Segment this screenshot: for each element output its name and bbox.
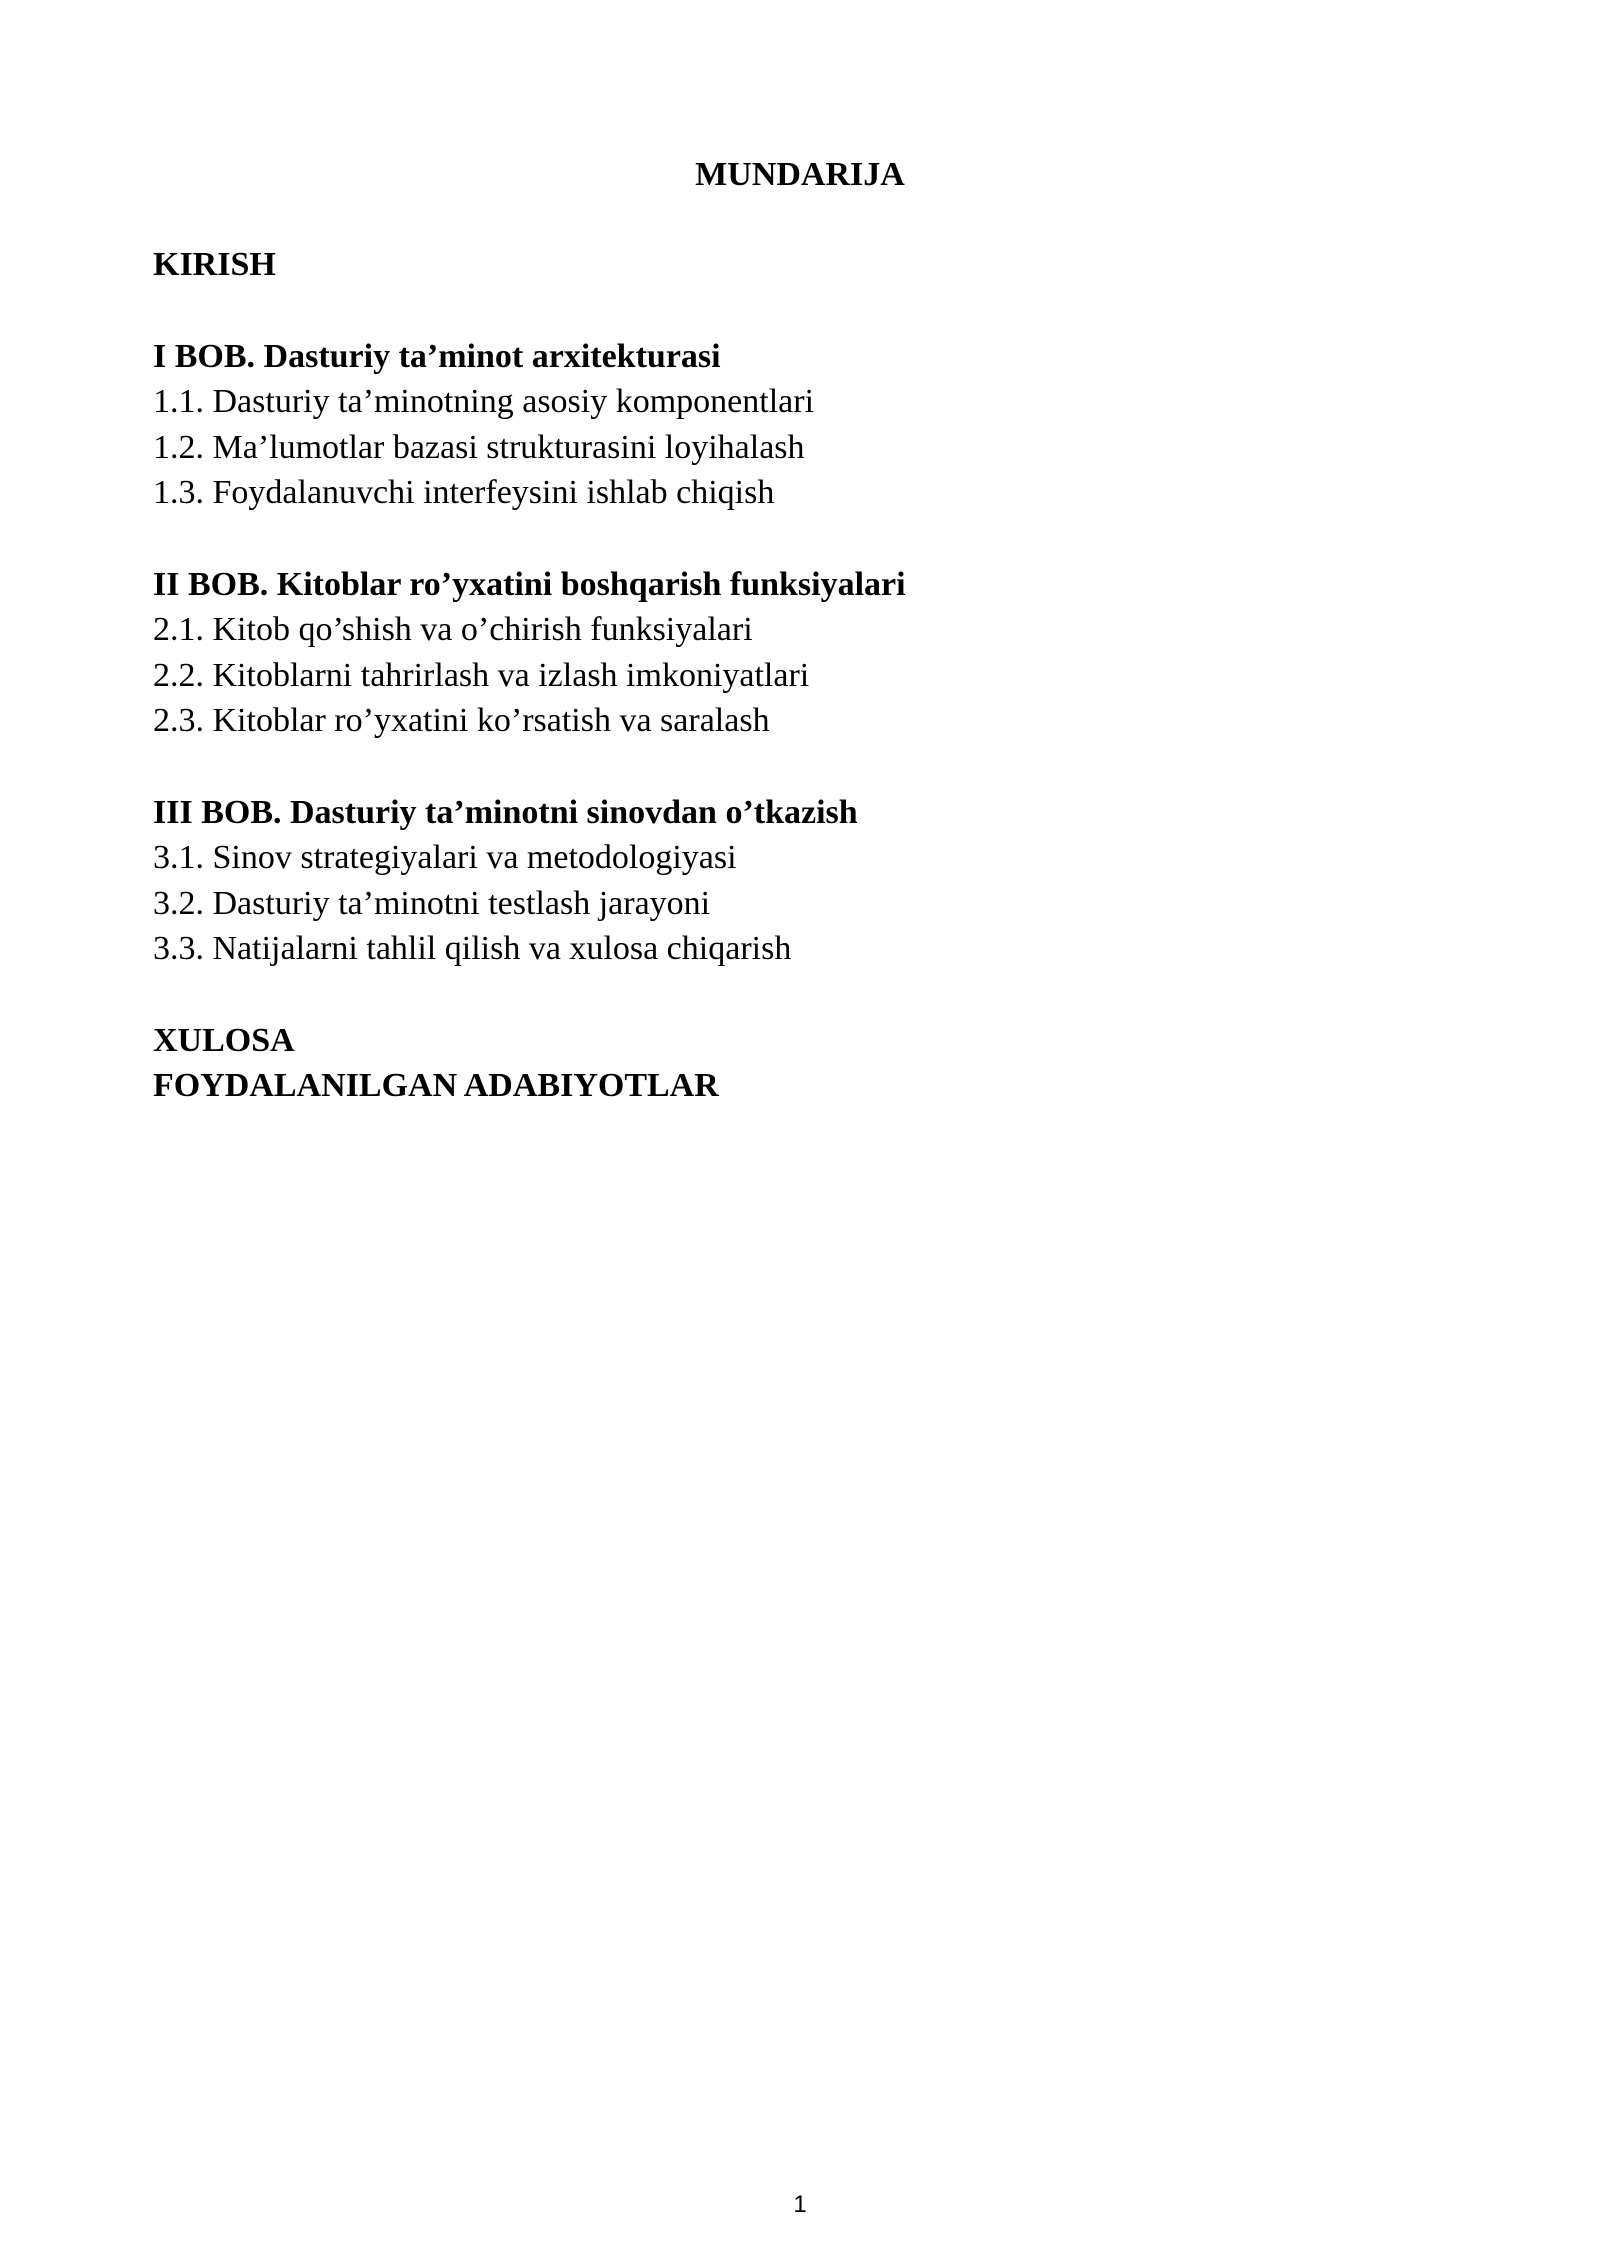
toc-section-item: 2.3. Kitoblar ro’yxatini ko’rsatish va saralash [153,702,770,739]
toc-chapter-heading: III BOB. Dasturiy ta’minotni sinovdan o’tkazish [153,793,858,831]
toc-conclusion-heading: XULOSA [153,1021,295,1059]
toc-references-heading: FOYDALANILGAN ADABIYOTLAR [153,1067,719,1104]
toc-spacer [153,972,1453,1018]
toc-chapter-heading: I BOB. Dasturiy ta’minot arxitekturasi [153,337,721,375]
toc-intro-heading: KIRISH [153,246,276,283]
toc-section-item: 1.3. Foydalanuvchi interfeysini ishlab chiqish [153,474,775,511]
toc-section-item: 3.1. Sinov strategiyalari va metodologiyasi [153,839,737,876]
toc-section-item: 1.2. Ma’lumotlar bazasi strukturasini loyihalash [153,428,805,466]
toc-chapter-3 [153,790,1453,972]
toc-chapter-2 [153,562,1453,744]
toc-spacer [153,288,1453,334]
toc-chapter-1 [153,334,1453,516]
toc-section-item: 3.3. Natijalarni tahlil qilish va xulosa chiqarish [153,930,792,967]
toc-section-item: 3.2. Dasturiy ta’minotni testlash jarayoni [153,884,711,922]
page-title: MUNDARIJA [695,156,905,193]
page-number: 1 [793,2191,807,2218]
toc-section-item: 2.1. Kitob qo’shish va o’chirish funksiyalari [153,611,753,648]
table-of-contents [153,242,1453,1109]
toc-spacer [153,516,1453,562]
toc-section-item: 2.2. Kitoblarni tahrirlash va izlash imkoniyatlari [153,656,810,694]
toc-section-item: 1.1. Dasturiy ta’minotning asosiy komponentlari [153,383,815,420]
toc-chapter-heading: II BOB. Kitoblar ro’yxatini boshqarish funksiyalari [153,565,906,603]
toc-spacer [153,744,1453,790]
